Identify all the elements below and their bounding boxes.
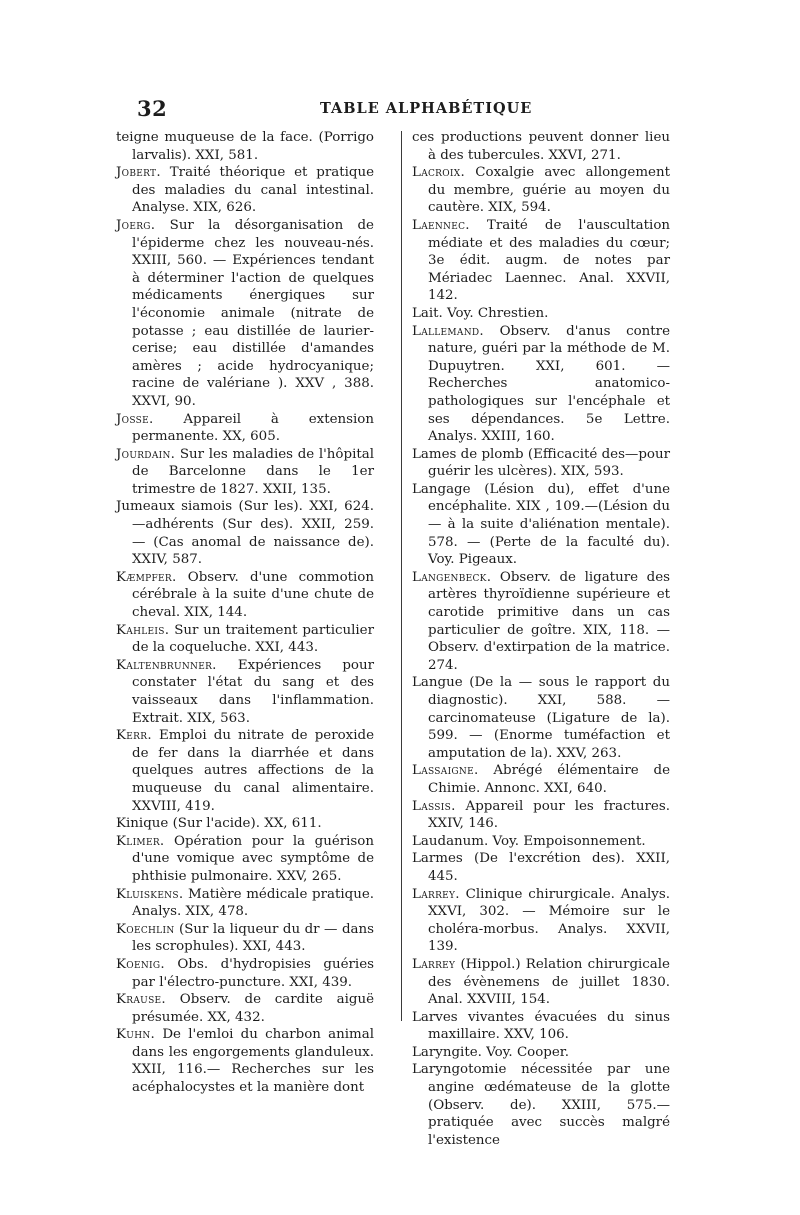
entry-text: Laudanum. Voy. Empoisonnement. [412,833,646,849]
index-entry [412,674,670,762]
index-entry [116,411,374,446]
entry-headword: Kaltenbrunner. [116,657,217,673]
index-entry [116,956,374,991]
entry-text: Sur les maladies de l'hôpital de Barcelonne dans le 1er trimestre de 1827. XXII, 135. [132,446,374,497]
entry-text: Obs. d'hydropisies guéries par l'électro-puncture. XXI, 439. [132,956,374,990]
entry-headword: Kahleis. [116,622,170,638]
entry-text: Sur la désorganisation de l'épiderme chez les nouveau-nés. XXIII, 560. — Expériences tendant à déterminer l'action de quelques médicaments énergiques sur l'économie animale (nitrate de potasse ; eau distillée de laurier-cerise; eau distillée d'amandes amères ; acide hydrocyanique; racine de valériane ). XXV , 388. XXVI, 90. [132,217,374,409]
entry-headword: Klimer. [116,833,165,849]
index-entry [412,305,670,323]
index-entry [116,622,374,657]
entry-text: Opération pour la guérison d'une vomique avec symptôme de phthisie pulmonaire. XXV, 265. [132,833,374,884]
entry-headword: Koenig. [116,956,165,972]
index-entry [116,498,374,568]
index-entry [412,762,670,797]
entry-headword: Kerr. [116,728,152,744]
entry-headword: Lacroix. [412,165,466,181]
entry-text: Expériences pour constater l'état du sang et des vaisseaux dans l'inflammation. Extrait. XIX, 563. [132,657,374,726]
index-entry [116,569,374,622]
entry-headword: Joerg. [116,217,156,233]
entry-text: (Hippol.) Relation chirurgicale des évènemens de juillet 1830. Anal. XXVIII, 154. [428,956,670,1008]
entry-text: Matière médicale pratique. Analys. XIX, 478. [132,886,374,920]
entry-text: Lames de plomb (Efficacité des—pour guérir les ulcères). XIX, 593. [412,446,670,480]
entry-headword: Josse. [116,411,154,427]
entry-headword: Kuhn. [116,1027,156,1043]
entry-text: ces productions peuvent donner lieu à des tubercules. XXVI, 271. [412,130,670,163]
entry-text: Observ. d'une commotion cérébrale à la suite d'une chute de cheval. XIX, 144. [132,569,374,621]
entry-headword: Lassaigne. [412,763,479,779]
entry-headword: Laennec. [412,217,470,233]
index-entry [412,446,670,481]
entry-text: De l'emloi du charbon animal dans les engorgements glanduleux. XXII, 116.— Recherches sur les acéphalocystes et la manière dont [132,1027,374,1096]
entry-text: Kinique (Sur l'acide). XX, 611. [116,816,322,832]
index-entry [412,323,670,446]
index-entry [412,481,670,569]
index-entry [412,1044,670,1062]
index-entry [116,446,374,499]
index-entry [116,217,374,411]
entry-headword: Jourdain. [116,446,176,462]
entry-text: teigne muqueuse de la face. (Porrigo larvalis). XXI, 581. [116,130,374,163]
index-entry [412,164,670,217]
entry-text: Larmes (De l'excrétion des). XXII, 445. [412,851,670,884]
index-entry [412,1009,670,1044]
entry-text: Coxalgie avec allongement du membre, guérie au moyen du cautère. XIX, 594. [428,165,670,216]
index-entry [116,991,374,1026]
index-entry [116,921,374,956]
entry-text: Traité de l'auscultation médiate et des maladies du cœur; 3e édit. augm. de notes par Mériadec Laennec. Anal. XXVII, 142. [428,217,670,304]
index-entry [116,815,374,833]
index-entry [116,164,374,217]
index-entry [412,569,670,675]
running-head: TABLE ALPHABÉTIQUE [320,100,533,117]
index-column-right [412,129,670,1149]
entry-text: (Sur la liqueur du dr — dans les scrophules). XXI, 443. [132,921,374,955]
index-entry [412,886,670,956]
entry-headword: Jobert. [116,165,161,181]
column-divider [401,131,402,1021]
entry-text: Laryngite. Voy. Cooper. [412,1044,569,1060]
entry-text: Observ. d'anus contre nature, guéri par la méthode de M. Dupuytren. XXI, 601. — Recherches anatomico-pathologiques sur l'encéphale et ses dépendances. 5e Lettre. Analys. XXIII, 160. [428,323,670,445]
entry-text: Laryngotomie nécessitée par une angine œdémateuse de la glotte (Observ. de). XXIII, 575.— pratiquée avec succès malgré l'existence [412,1062,670,1148]
page-number: 32 [137,96,168,121]
entry-headword: Larrey. [412,886,460,902]
index-entry [116,657,374,727]
entry-headword: Kæmpfer. [116,569,177,585]
entry-text: Langue (De la — sous le rapport du diagnostic). XXI, 588. — carcinomateuse (Ligature de la). 599. — (Enorme tuméfaction et amputation de la). XXV, 263. [412,675,670,761]
index-entry [412,833,670,851]
entry-text: Larves vivantes évacuées du sinus maxillaire. XXV, 106. [412,1009,670,1043]
index-entry [412,850,670,885]
index-entry [412,956,670,1009]
entry-text: Clinique chirurgicale. Analys. XXVI, 302. — Mémoire sur le choléra-morbus. Analys. XXVII, 139. [428,886,670,955]
entry-headword: Lassis. [412,798,456,814]
index-entry [412,798,670,833]
index-entry [116,727,374,815]
index-column-left [116,129,374,1097]
index-entry [116,886,374,921]
entry-headword: Krause. [116,992,166,1008]
entry-text: Jumeaux siamois (Sur les). XXI, 624. —adhérents (Sur des). XXII, 259. — (Cas anomal de naissance de). XXIV, 587. [116,499,374,568]
entry-headword: Lallemand. [412,323,484,339]
entry-text: Lait. Voy. Chrestien. [412,305,549,321]
entry-text: Emploi du nitrate de peroxide de fer dans la diarrhée et dans quelques autres affections de la muqueuse du canal alimentaire. XXVIII, 419. [132,728,374,814]
index-entry [412,1061,670,1149]
index-entry [412,217,670,305]
entry-text: Observ. de ligature des artères thyroïdienne supérieure et carotide primitive dans un cas particulier de goître. XIX, 118. — Observ. d'extirpation de la matrice. 274. [428,569,670,673]
entry-headword: Koechlin [116,921,175,937]
index-entry [116,1026,374,1096]
entry-text: Traité théorique et pratique des maladies du canal intestinal. Analyse. XIX, 626. [132,165,374,216]
entry-text: Appareil pour les fractures. XXIV, 146. [428,798,670,832]
index-entry [412,129,670,164]
index-entry [116,833,374,886]
entry-headword: Larrey [412,956,456,972]
index-entry [116,129,374,164]
entry-text: Sur un traitement particulier de la coqueluche. XXI, 443. [132,622,374,656]
entry-text: Observ. de cardite aiguë présumée. XX, 432. [132,992,374,1025]
entry-headword: Kluiskens. [116,886,184,902]
entry-headword: Langenbeck. [412,569,492,585]
entry-text: Langage (Lésion du), effet d'une encéphalite. XIX , 109.—(Lésion du — à la suite d'aliénation mentale). 578. — (Perte de la faculté du). Voy. Pigeaux. [412,481,670,568]
entry-text: Abrégé élémentaire de Chimie. Annonc. XXI, 640. [428,763,670,796]
entry-text: Appareil à extension permanente. XX, 605. [132,411,374,445]
